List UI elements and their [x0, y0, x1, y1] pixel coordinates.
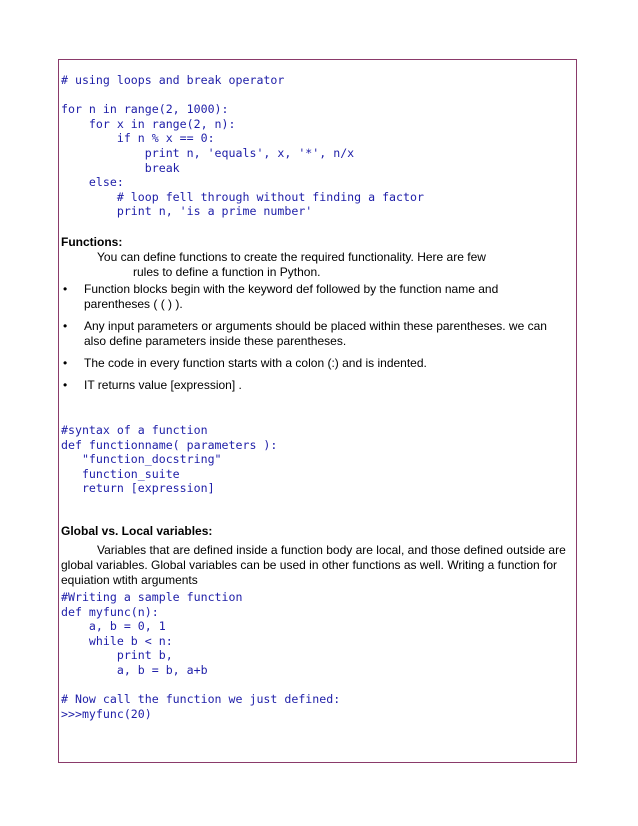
code-block-loops: # using loops and break operator for n in range(2, 1000): for x in range(2, n): if n % x == 0: print n, 'equals', x, '*', n/x break else: # loop fell through without finding a factor print n, 'is a prime number' — [61, 73, 424, 219]
bullet-icon: • — [63, 318, 68, 333]
bullet-icon: • — [63, 355, 68, 370]
rule-item: • Any input parameters or arguments should be placed within these parentheses. we can also define parameters inside these parentheses. — [63, 318, 547, 348]
code-block-myfunc: #Writing a sample function def myfunc(n): a, b = 0, 1 while b < n: print b, a, b = b, a+b # Now call the function we just defined: >>>myfunc(20) — [61, 589, 341, 721]
functions-intro-line-1: You can define functions to create the required functionality. Here are few — [97, 249, 486, 264]
document-body — [61, 73, 575, 721]
functions-intro-line-2: rules to define a function in Python. — [133, 264, 321, 279]
globals-heading: Global vs. Local variables: — [61, 523, 213, 538]
function-rules-list — [61, 282, 575, 393]
rule-item: • Function blocks begin with the keyword def followed by the function name and parentheses ( ( ) ). — [63, 281, 499, 311]
functions-heading: Functions: — [61, 234, 123, 249]
bullet-icon: • — [63, 281, 68, 296]
code-block-syntax: #syntax of a function def functionname( parameters ): "function_docstring" function_suite return [expression] — [61, 422, 278, 496]
rule-item: • IT returns value [expression] . — [63, 377, 242, 392]
globals-paragraph: Variables that are defined inside a function body are local, and those defined outside are global variables. Global variables can be used in other functions as well. Writing a function for equiation wtith arguments — [61, 542, 566, 587]
bullet-icon: • — [63, 377, 68, 392]
rule-item: • The code in every function starts with a colon (:) and is indented. — [63, 355, 427, 370]
